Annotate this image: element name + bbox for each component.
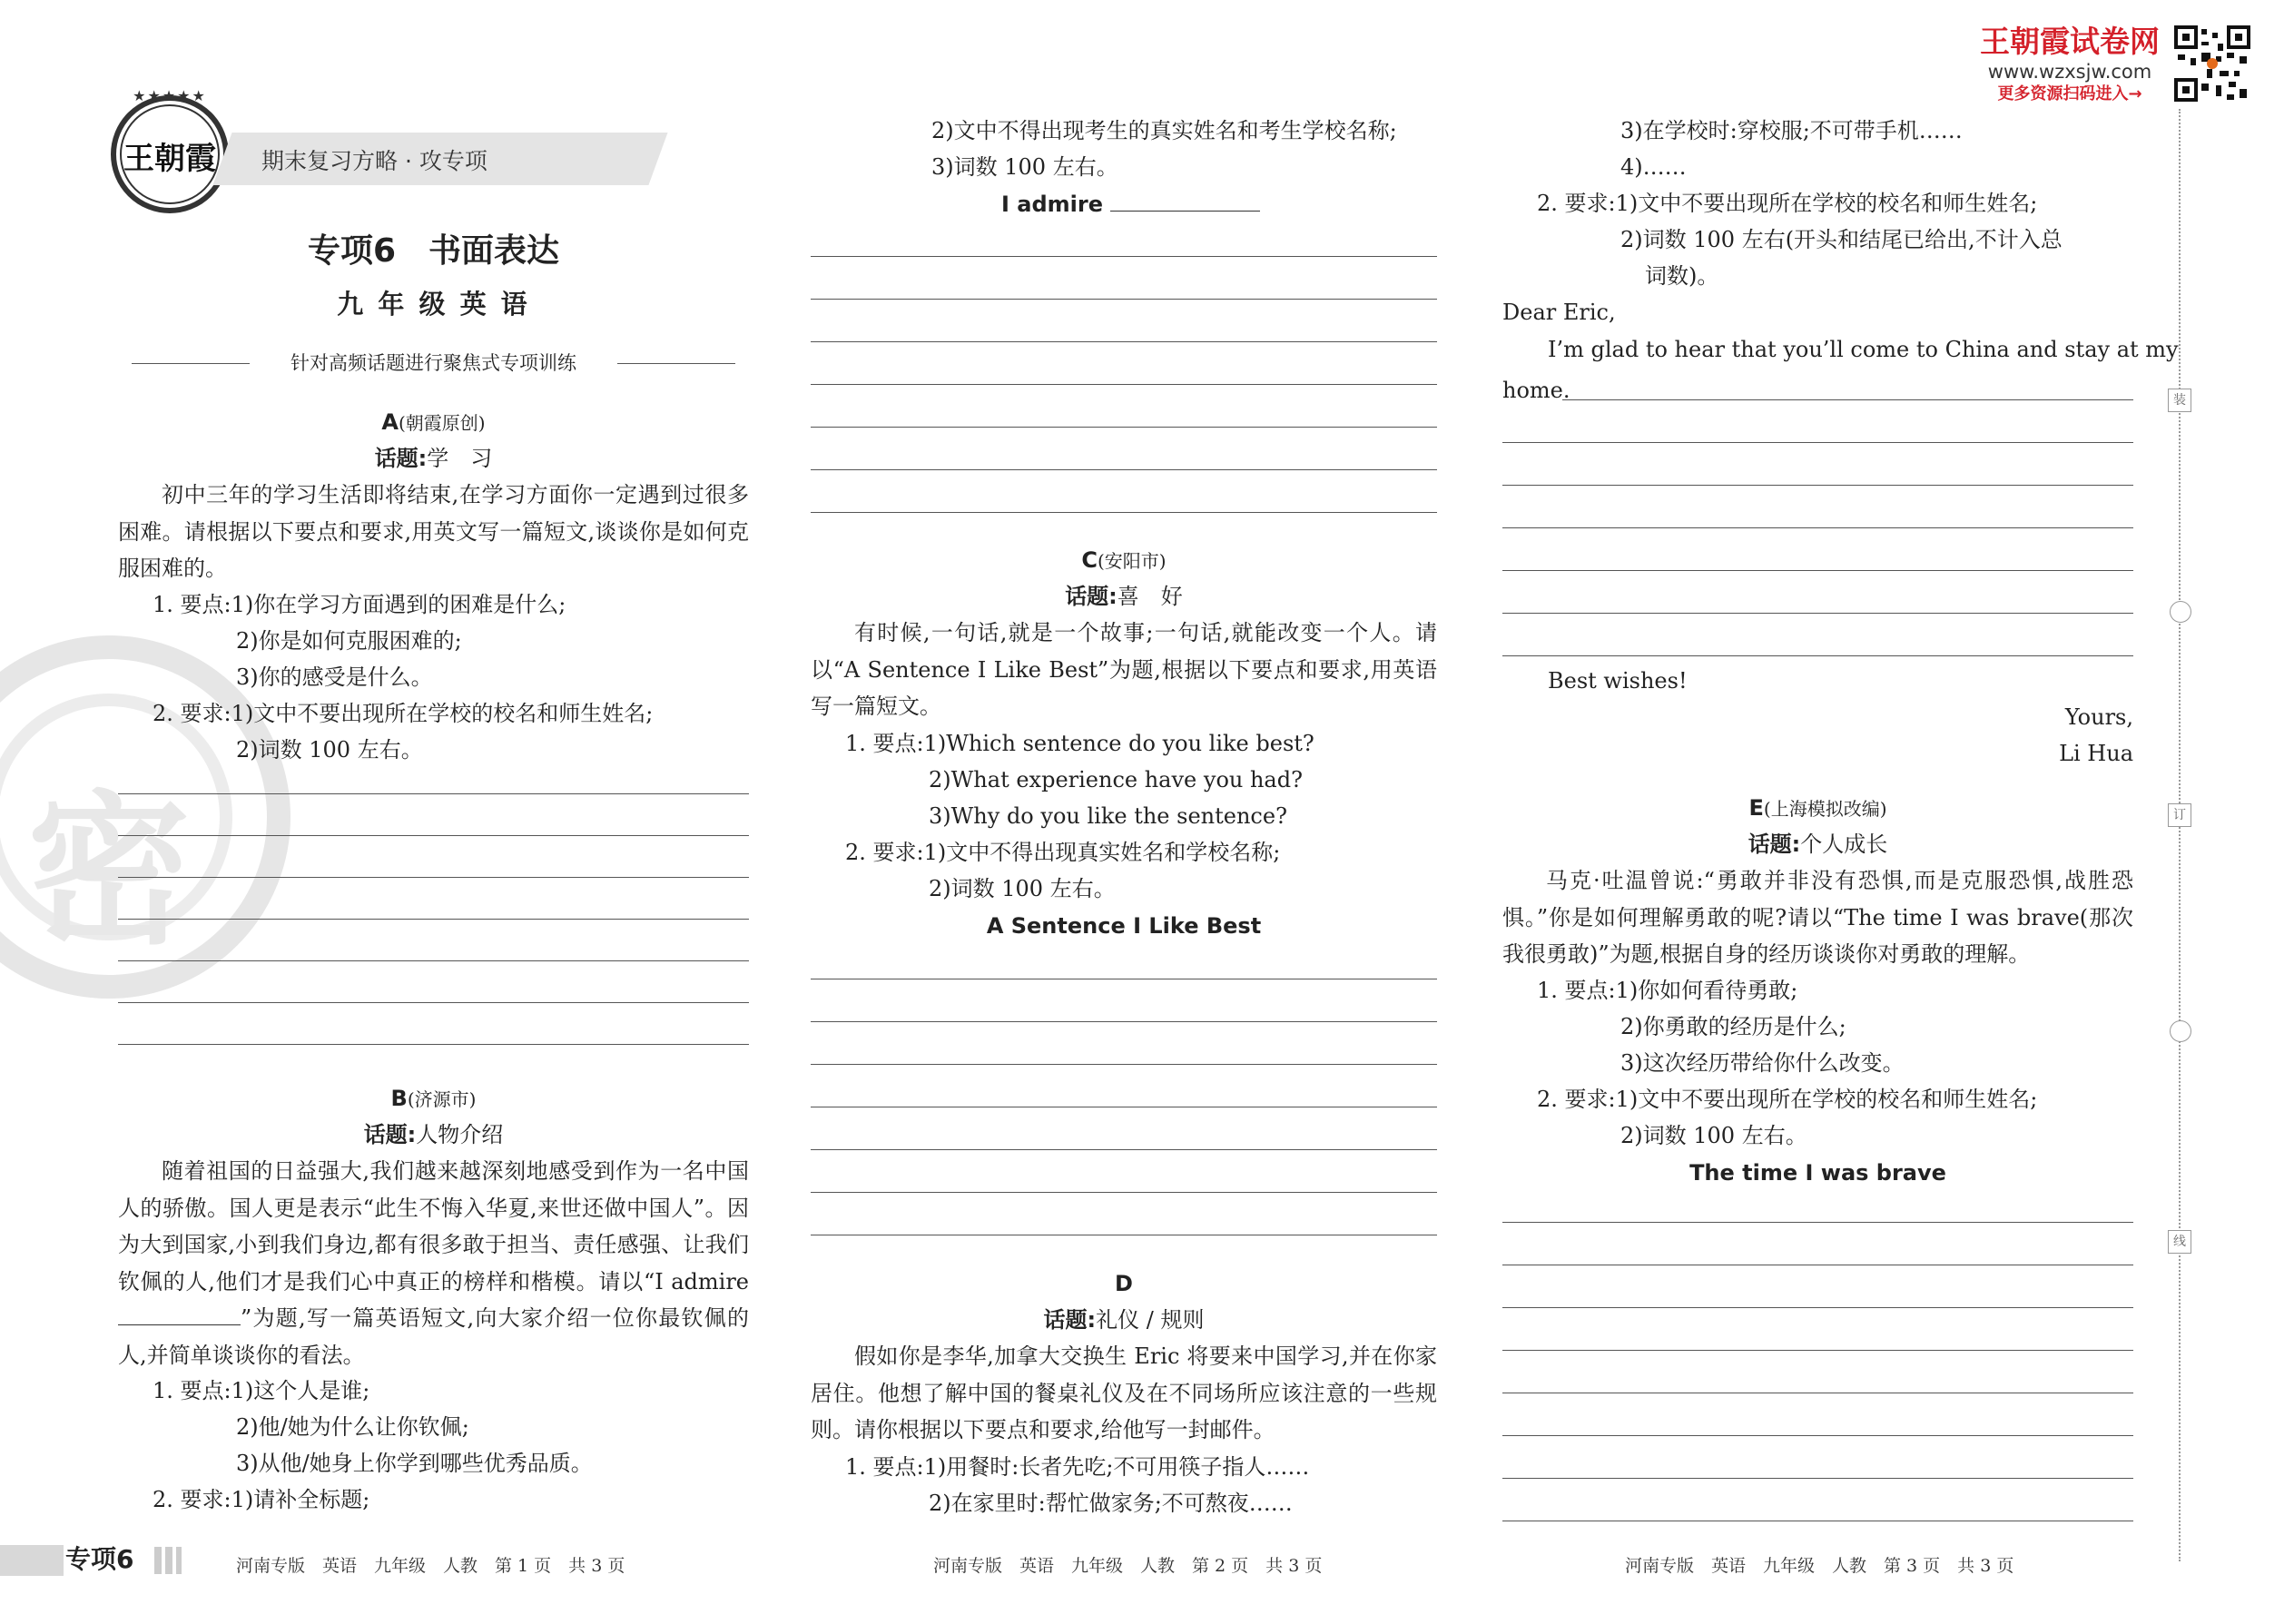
letter-opening-home: home. — [1502, 378, 1570, 403]
section-d-req-3: 词数)。 — [1645, 263, 1719, 289]
section-b-prompt: 随着祖国的日益强大,我们越来越深刻地感受到作为一名中国人的骄傲。国人更是表示“此生不悔入华夏,来世还做中国人”。因为大到国家,小到我们身边,都有很多敢于担当、责任感强、让我们钦佩的人,他们才是我们心中真正的榜样和楷模。请以“I admire”为题,写一篇英语短文,向大家介绍一位你最钦佩的人,并简单谈谈你的看法。 — [118, 1158, 749, 1368]
binding-mark: 线 — [2168, 1230, 2191, 1254]
section-e-req-1: 2. 要求:1)文中不要出现所在学校的校名和师生姓名; — [1537, 1087, 2038, 1112]
page-subtitle: 九 年 级 英 语 — [337, 289, 530, 320]
section-c-point-2: 2)What experience have you had? — [929, 767, 1303, 792]
section-b-point-2: 2)他/她为什么让你钦佩; — [236, 1414, 469, 1440]
footer-page-3: 河南专版 英语 九年级 人教 第 3 页 共 3 页 — [1625, 1556, 2014, 1576]
section-c-essay-title: A Sentence I Like Best — [986, 913, 1262, 939]
section-c-req-2: 2)词数 100 左右。 — [929, 876, 1116, 901]
section-d-point-1: 1. 要点:1)用餐时:长者先吃;不可用筷子指人…… — [845, 1454, 1310, 1480]
letter-salutation: Dear Eric, — [1502, 300, 1616, 325]
section-c-point-3: 3)Why do you like the sentence? — [929, 803, 1287, 829]
section-c-topic: 话题:喜 好 — [1065, 584, 1183, 609]
section-b-topic: 话题:人物介绍 — [363, 1122, 504, 1147]
section-d-point-3: 3)在学校时:穿校服;不可带手机…… — [1620, 118, 1963, 143]
section-c-point-1: 1. 要点:1)Which sentence do you like best? — [845, 731, 1314, 756]
tagline-rule-right — [617, 363, 735, 364]
letter-signoff: Yours, — [2064, 704, 2133, 730]
section-e-point-2: 2)你勇敢的经历是什么; — [1620, 1014, 1846, 1039]
binding-hole — [2170, 1020, 2191, 1042]
section-b-req-3: 3)词数 100 左右。 — [931, 154, 1118, 180]
binding-line — [2179, 109, 2181, 1561]
title-blank — [118, 1304, 241, 1325]
section-e-point-3: 3)这次经历带给你什么改变。 — [1620, 1050, 1905, 1076]
side-tag-bg — [0, 1545, 64, 1576]
section-d-topic: 话题:礼仪 / 规则 — [1043, 1307, 1205, 1333]
section-a-req-2: 2)词数 100 左右。 — [236, 737, 423, 763]
section-e-prompt: 马克·吐温曾说:“勇敢并非没有恐惧,而是克服恐惧,战胜恐惧。”你是如何理解勇敢的呢?请以“The time I was brave(那次我很勇敢)”为题,根据自身的经历谈谈你对勇敢的理解。 — [1502, 868, 2133, 967]
footer-page-2: 河南专版 英语 九年级 人教 第 2 页 共 3 页 — [933, 1556, 1323, 1576]
section-a-point-1: 1. 要点:1)你在学习方面遇到的困难是什么; — [153, 592, 566, 617]
brand-name: 王朝霞试卷网 — [1980, 24, 2160, 59]
section-b-essay-title: I admire — [1001, 186, 1260, 222]
section-a-point-3: 3)你的感受是什么。 — [236, 664, 433, 690]
letter-opening: I’m glad to hear that you’ll come to China and stay at my — [1548, 337, 2179, 362]
section-a-topic: 话题:学 习 — [374, 446, 493, 471]
section-a-heading: A(朝霞原创) — [381, 409, 486, 435]
section-a-prompt: 初中三年的学习生活即将结束,在学习方面你一定遇到过很多困难。请根据以下要点和要求,用英文写一篇短文,谈谈你是如何克服困难的。 — [118, 482, 749, 581]
page-title: 专项6 书面表达 — [307, 232, 560, 270]
binding-mark: 装 — [2168, 389, 2191, 412]
section-b-heading: B(济源市) — [390, 1086, 477, 1111]
binding-hole — [2170, 601, 2191, 623]
section-d-point-4: 4)…… — [1620, 154, 1687, 180]
section-b-req-2: 2)文中不得出现考生的真实姓名和考生学校名称; — [931, 118, 1397, 143]
section-c-prompt: 有时候,一句话,就是一个故事;一句话,就能改变一个人。请以“A Sentence I Like Best”为题,根据以下要点和要求,用英语写一篇短文。 — [811, 620, 1437, 719]
section-e-essay-title: The time I was brave — [1689, 1160, 1946, 1186]
section-d-req-1: 2. 要求:1)文中不要出现所在学校的校名和师生姓名; — [1537, 191, 2038, 216]
letter-signature: Li Hua — [2059, 741, 2133, 766]
section-b-req-1: 2. 要求:1)请补全标题; — [153, 1487, 370, 1512]
tagline: 针对高频话题进行聚焦式专项训练 — [290, 352, 576, 374]
column-3 — [1502, 0, 2179, 1624]
section-b-point-3: 3)从他/她身上你学到哪些优秀品质。 — [236, 1451, 593, 1476]
section-d-prompt: 假如你是李华,加拿大交换生 Eric 将要来中国学习,并在你家居住。他想了解中国的餐桌礼仪及在不同场所应该注意的一些规则。请你根据以下要点和要求,给他写一封邮件。 — [811, 1343, 1437, 1442]
section-c-heading: C(安阳市) — [1081, 547, 1167, 573]
side-tag-pattern — [154, 1547, 182, 1574]
section-a-req-1: 2. 要求:1)文中不要出现所在学校的校名和师生姓名; — [153, 701, 654, 726]
logo-stars-icon: ★★★★★ — [133, 87, 207, 104]
section-d-heading: D — [1115, 1271, 1133, 1296]
section-e-req-2: 2)词数 100 左右。 — [1620, 1123, 1807, 1148]
letter-closing: Best wishes! — [1548, 668, 1688, 694]
binding-mark: 订 — [2168, 803, 2191, 827]
section-d-point-2: 2)在家里时:帮忙做家务;不可熬夜…… — [929, 1491, 1293, 1516]
section-b-point-1: 1. 要点:1)这个人是谁; — [153, 1378, 370, 1403]
section-e-point-1: 1. 要点:1)你如何看待勇敢; — [1537, 978, 1798, 1003]
footer-page-1: 河南专版 英语 九年级 人教 第 1 页 共 3 页 — [236, 1556, 625, 1576]
brand-logo — [111, 95, 229, 213]
logo-text: 王朝霞 — [123, 141, 216, 177]
section-d-req-2: 2)词数 100 左右(开头和结尾已给出,不计入总 — [1620, 227, 2063, 252]
column-2 — [811, 0, 1437, 1624]
brand-cta: 更多资源扫码进入→ — [1997, 84, 2142, 103]
section-a-point-2: 2)你是如何克服困难的; — [236, 628, 462, 654]
banner-text: 期末复习方略 · 攻专项 — [261, 148, 487, 174]
section-e-heading: E(上海模拟改编) — [1748, 795, 1887, 821]
qr-code-icon[interactable] — [2174, 25, 2250, 102]
watermark-seal: 密 — [0, 635, 290, 999]
essay-title-blank[interactable] — [1110, 191, 1260, 212]
column-1 — [118, 0, 749, 1624]
section-c-req-1: 2. 要求:1)文中不得出现真实姓名和学校名称; — [845, 840, 1281, 865]
brand-url[interactable]: www.wzxsjw.com — [1987, 61, 2152, 83]
side-tag: 专项6 — [65, 1544, 134, 1574]
section-e-topic: 话题:个人成长 — [1748, 832, 1888, 857]
